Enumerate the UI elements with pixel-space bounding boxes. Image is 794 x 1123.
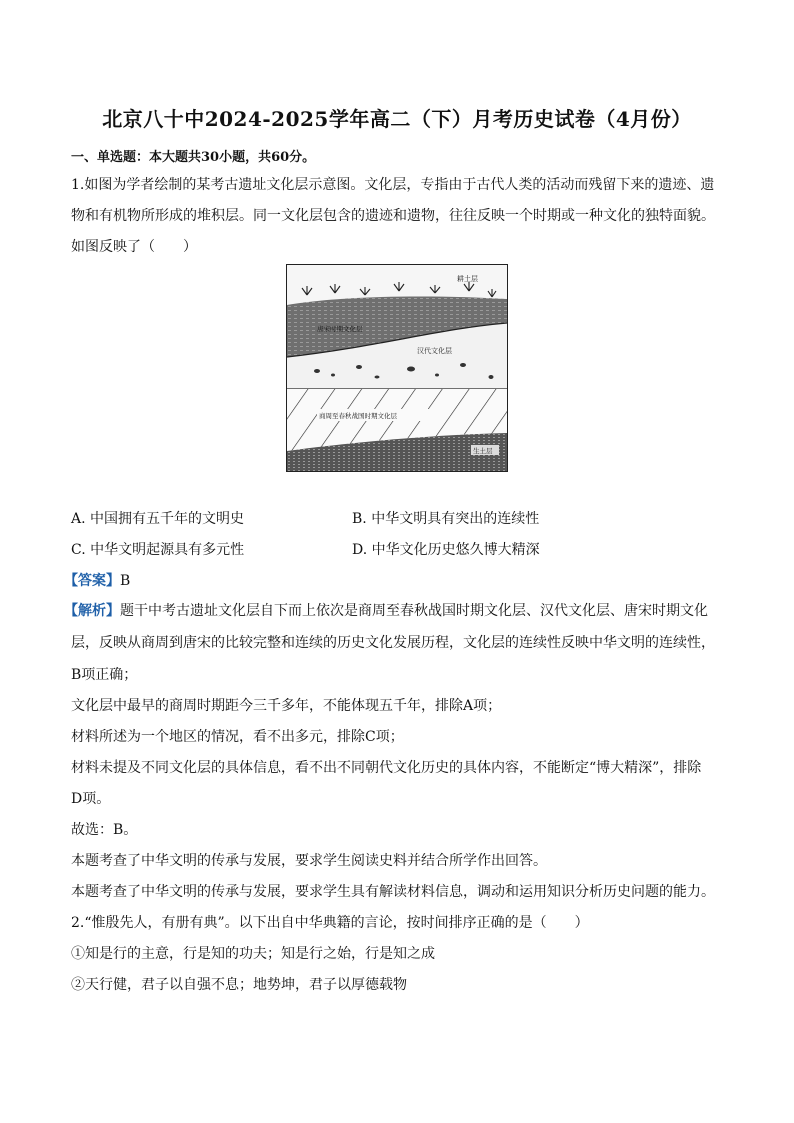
question-2-stem: 2.“惟殷先人，有册有典”。以下出自中华典籍的言论，按时间排序正确的是（ ） — [71, 915, 589, 931]
analysis-line-2: 层，反映从商周到唐宋的比较完整和连续的历史文化发展历程，文化层的连续性反映中华文明的连续性， — [71, 635, 715, 651]
analysis-line-3: B项正确； — [71, 667, 138, 683]
analysis-line-4: 文化层中最早的商周时期距今三千多年，不能体现五千年，排除A项； — [71, 698, 502, 714]
question-2-item-1: ①知是行的主意，行是知的功夫；知是行之始，行是知之成 — [71, 946, 435, 962]
option-a: A. 中国拥有五千年的文明史 — [71, 511, 245, 527]
label-bottom: 生土层 — [473, 447, 493, 455]
analysis-line-6: 材料未提及不同文化层的具体信息，看不出不同朝代文化历史的具体内容，不能断定“博大精深”，排除 — [71, 760, 702, 776]
analysis-label: 【解析】 — [64, 603, 120, 619]
culture-layer-diagram — [287, 265, 507, 471]
section-heading: 一、单选题：本大题共30小题，共60分。 — [71, 150, 316, 165]
option-d: D. 中华文化历史悠久博大精深 — [352, 542, 540, 558]
analysis-line-5: 材料所述为一个地区的情况，看不出多元，排除C项； — [71, 729, 404, 745]
analysis-line-9: 本题考查了中华文明的传承与发展，要求学生阅读史料并结合所学作出回答。 — [71, 853, 547, 869]
answer-line — [64, 570, 130, 590]
label-shang-zhou: 商周至春秋战国时期文化层 — [319, 412, 397, 420]
analysis-line-10: 本题考查了中华文明的传承与发展，要求学生具有解读材料信息，调动和运用知识分析历史问题的能力。 — [71, 884, 715, 900]
option-b: B. 中华文明具有突出的连续性 — [352, 511, 540, 527]
analysis-line-7: D项。 — [71, 791, 111, 807]
culture-layer-figure — [286, 264, 508, 472]
question-1-text: 1.如图为学者绘制的某考古遗址文化层示意图。文化层，专指由于古代人类的活动而残留下来的遗迹、遗物和有机物所形成的堆积层。同一文化层包含的遗迹和遗物，往往反映一个时期或一种文化的独特面貌。如图反映了（ ） — [71, 177, 715, 255]
analysis-line-1: 【解析】题干中考古遗址文化层自下而上依次是商周至春秋战国时期文化层、汉代文化层、唐宋时期文化 — [64, 603, 708, 619]
document-title: 北京八十中2024-2025学年高二（下）月考历史试卷（4月份） — [102, 107, 692, 131]
option-c: C. 中华文明起源具有多元性 — [71, 542, 245, 558]
question-2-item-2: ②天行健，君子以自强不息；地势坤，君子以厚德载物 — [71, 977, 407, 993]
analysis-line-8: 故选：B。 — [71, 822, 138, 838]
answer-label: 【答案】 — [64, 573, 120, 589]
label-topsoil: 耕土层 — [457, 275, 478, 283]
label-han: 汉代文化层 — [417, 347, 452, 355]
label-tang-song: 唐宋时期文化层 — [317, 325, 363, 333]
answer-value: B — [120, 573, 131, 589]
